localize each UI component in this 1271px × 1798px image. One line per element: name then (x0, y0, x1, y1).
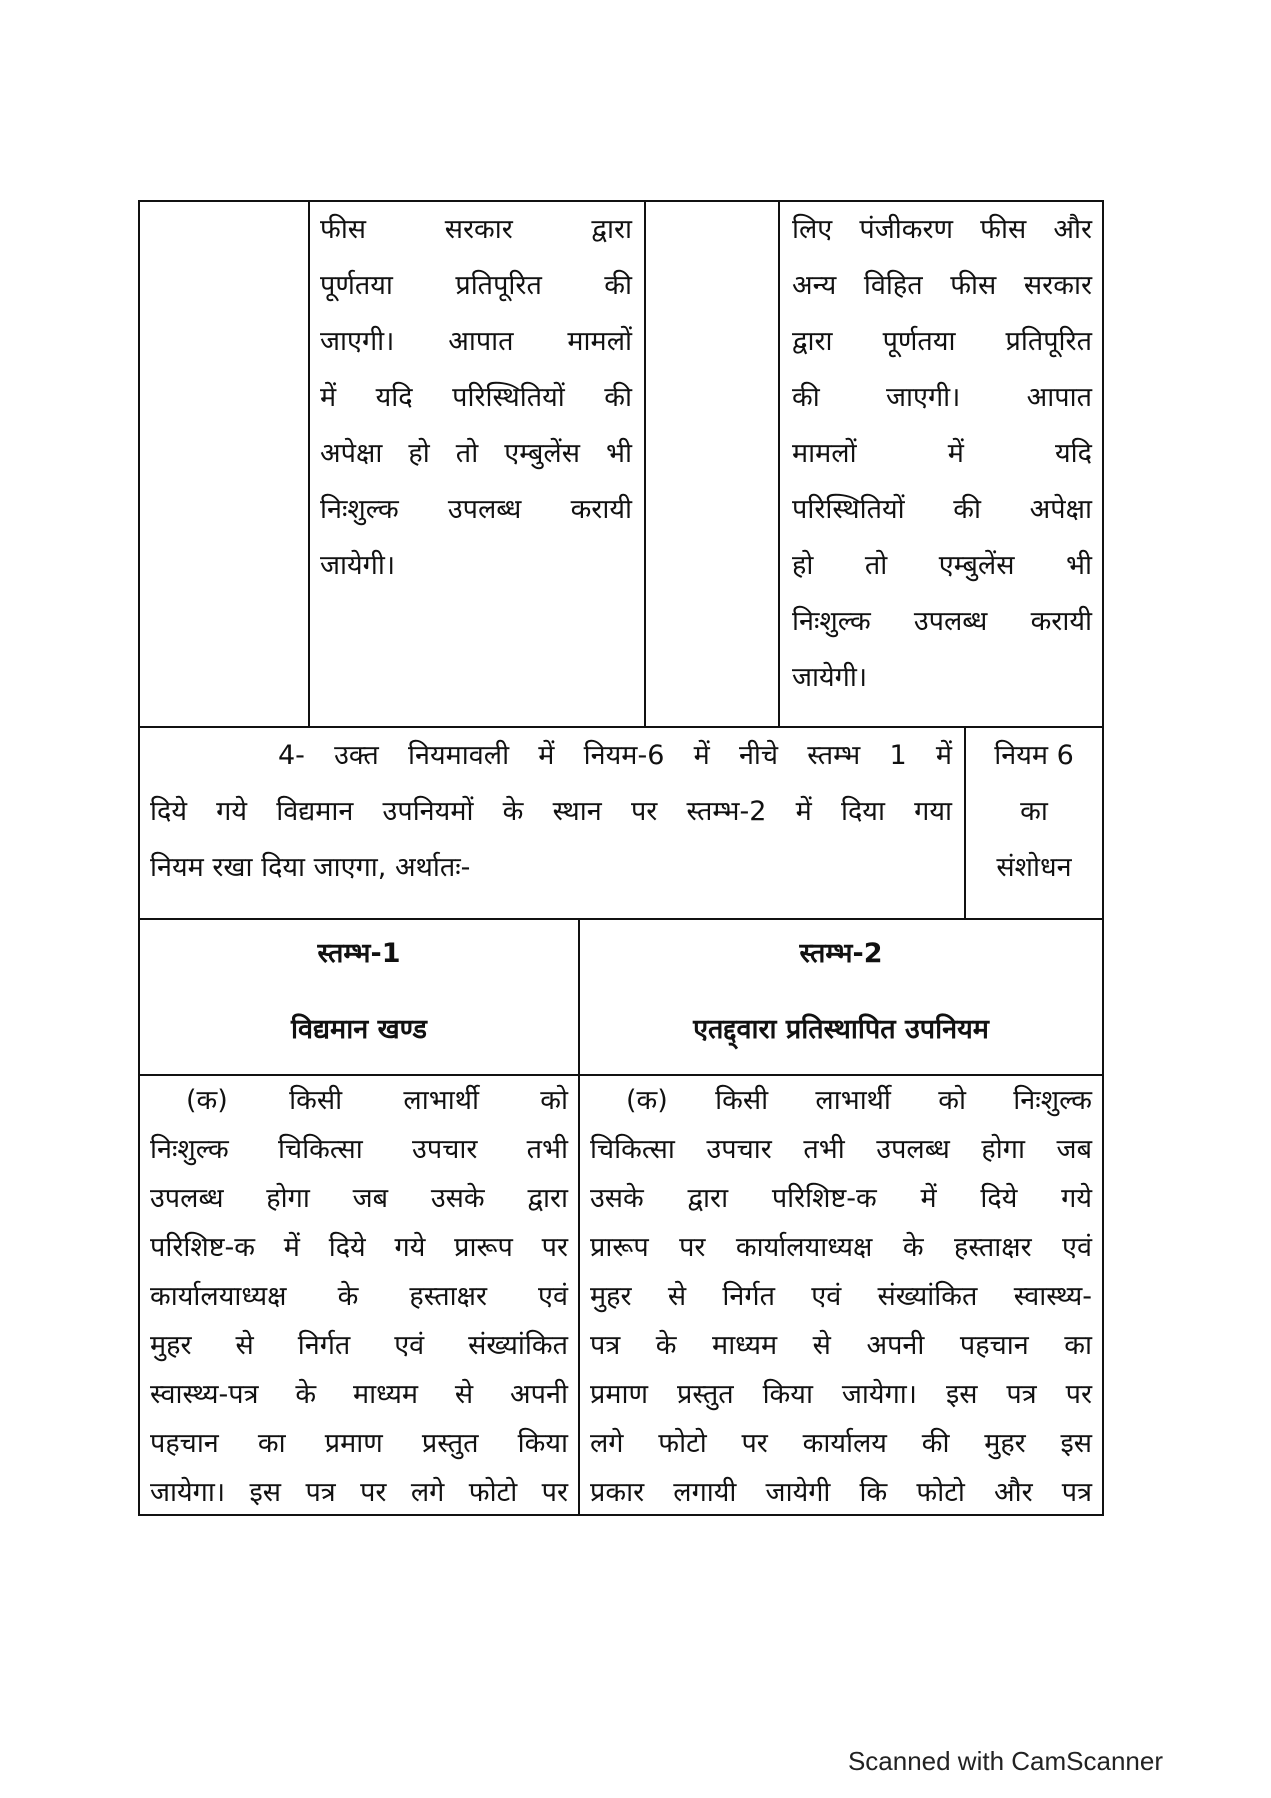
existing-clause-line: मुहर से निर्गत एवं संख्यांकित (150, 1330, 568, 1361)
continuation-col2 (310, 202, 646, 726)
continuation-col4-line: जायेगी। (792, 662, 868, 693)
side-note-line: नियम 6 (994, 740, 1074, 771)
amendment-line: 4- उक्त नियमावली में नियम-6 में नीचे स्तम्भ 1 में (278, 740, 952, 771)
body-row (140, 1076, 1102, 1514)
substituted-clause-text (580, 1076, 1102, 1514)
amendment-paragraph (140, 728, 966, 918)
continuation-col2-line: में यदि परिस्थितियों की (320, 382, 632, 413)
continuation-col2-line: जायेगी। (320, 550, 396, 581)
existing-clause-line: कार्यालयाध्यक्ष के हस्ताक्षर एवं (150, 1281, 568, 1312)
existing-clause-line: पहचान का प्रमाण प्रस्तुत किया (150, 1428, 568, 1459)
continuation-col2-line: फीस सरकार द्वारा (320, 214, 632, 245)
continuation-col4-line: निःशुल्क उपलब्ध करायी (792, 606, 1092, 637)
existing-clause-text (140, 1076, 580, 1514)
existing-clause-line: (क) किसी लाभार्थी को (186, 1085, 568, 1116)
column1-title: स्तम्भ-1 (317, 938, 401, 969)
header-row (140, 920, 1102, 1076)
amendment-table (138, 200, 1104, 1516)
column1-subtitle: विद्यमान खण्ड (291, 1014, 427, 1045)
amendment-line: नियम रखा दिया जाएगा, अर्थातः- (150, 852, 471, 883)
continuation-col4-line: अन्य विहित फीस सरकार (792, 270, 1092, 301)
continuation-col2-line: जाएगी। आपात मामलों (320, 326, 632, 357)
substituted-clause-line: (क) किसी लाभार्थी को निःशुल्क (626, 1085, 1092, 1116)
continuation-row (140, 202, 1102, 728)
continuation-col4-line: की जाएगी। आपात (792, 382, 1092, 413)
continuation-col4-line: द्वारा पूर्णतया प्रतिपूरित (792, 326, 1092, 357)
amendment-line: दिये गये विद्यमान उपनियमों के स्थान पर स्तम्भ-2 में दिया गया (150, 796, 952, 827)
side-note-line: का (1020, 796, 1048, 827)
continuation-col4-line: लिए पंजीकरण फीस और (792, 214, 1092, 245)
amendment-side-note (966, 728, 1102, 918)
column2-subtitle: एतद्द्वारा प्रतिस्थापित उपनियम (693, 1014, 989, 1045)
continuation-col2-line: निःशुल्क उपलब्ध करायी (320, 494, 632, 525)
substituted-clause-line: पत्र के माध्यम से अपनी पहचान का (590, 1330, 1092, 1361)
continuation-col4-line: परिस्थितियों की अपेक्षा (792, 494, 1092, 525)
side-note-line: संशोधन (996, 852, 1072, 883)
existing-clause-line: उपलब्ध होगा जब उसके द्वारा (150, 1183, 568, 1214)
continuation-col2-line: अपेक्षा हो तो एम्बुलेंस भी (320, 438, 632, 469)
substituted-clause-line: उसके द्वारा परिशिष्ट-क में दिये गये (590, 1183, 1092, 1214)
continuation-col4-line: हो तो एम्बुलेंस भी (792, 550, 1092, 581)
amendment-row (140, 728, 1102, 920)
substituted-clause-line: प्रारूप पर कार्यालयाध्यक्ष के हस्ताक्षर एवं (590, 1232, 1092, 1263)
substituted-clause-line: चिकित्सा उपचार तभी उपलब्ध होगा जब (590, 1134, 1092, 1165)
column2-header (580, 920, 1102, 1074)
continuation-col4-line: मामलों में यदि (792, 438, 1092, 469)
continuation-col4 (780, 202, 1102, 726)
continuation-col1 (140, 202, 310, 726)
existing-clause-line: परिशिष्ट-क में दिये गये प्रारूप पर (150, 1232, 568, 1263)
existing-clause-line: स्वास्थ्य-पत्र के माध्यम से अपनी (150, 1379, 568, 1410)
camscanner-watermark: Scanned with CamScanner (847, 1746, 1163, 1776)
existing-clause-line: निःशुल्क चिकित्सा उपचार तभी (150, 1134, 568, 1165)
continuation-col3 (646, 202, 780, 726)
substituted-clause-line: लगे फोटो पर कार्यालय की मुहर इस (590, 1428, 1092, 1459)
column2-title: स्तम्भ-2 (799, 938, 883, 969)
substituted-clause-line: प्रकार लगायी जायेगी कि फोटो और पत्र (590, 1477, 1092, 1508)
column1-header (140, 920, 580, 1074)
existing-clause-line: जायेगा। इस पत्र पर लगे फोटो पर (150, 1477, 568, 1508)
continuation-col2-line: पूर्णतया प्रतिपूरित की (320, 270, 632, 301)
substituted-clause-line: मुहर से निर्गत एवं संख्यांकित स्वास्थ्य- (590, 1281, 1092, 1312)
substituted-clause-line: प्रमाण प्रस्तुत किया जायेगा। इस पत्र पर (590, 1379, 1092, 1410)
